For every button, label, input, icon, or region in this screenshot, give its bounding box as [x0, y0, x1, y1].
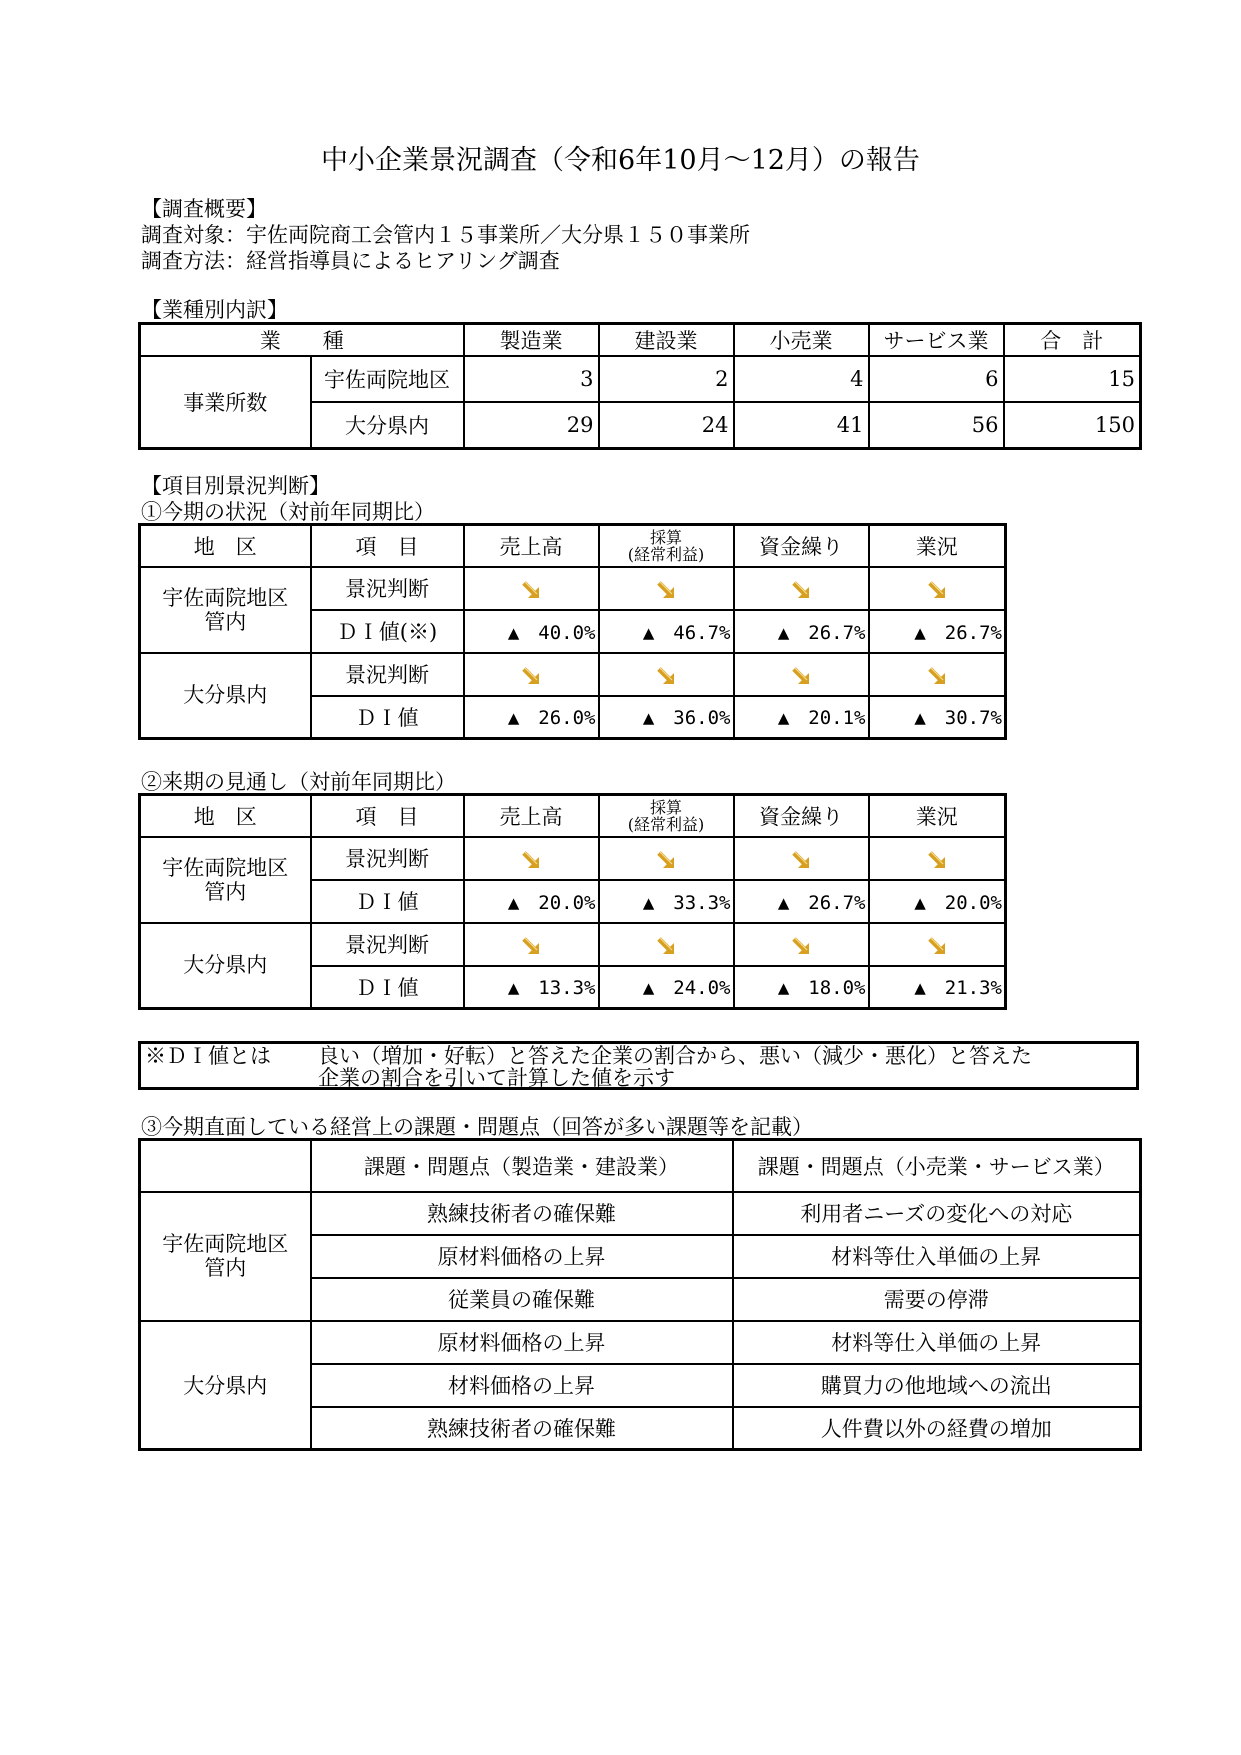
survey-target: 調査対象：宇佐両院商工会管内１５事業所／大分県１５０事業所 [141, 223, 750, 247]
di-value: ▲ 33.3% [599, 880, 734, 923]
breakdown-cell: 2 [599, 356, 734, 402]
breakdown-cell: 150 [1004, 402, 1141, 448]
row-di-label: ＤＩ値 [311, 880, 464, 923]
arrow-cell [464, 567, 599, 610]
current-table [138, 523, 1007, 740]
arrow-down-right-icon [656, 666, 676, 686]
breakdown-cell: 3 [464, 356, 599, 402]
arrow-cell [869, 837, 1006, 880]
issue-cell: 材料等仕入単価の上昇 [733, 1235, 1141, 1278]
arrow-down-right-icon [521, 666, 541, 686]
page-title: 中小企業景況調査（令和6年10月～12月）の報告 [321, 145, 920, 176]
issue-cell: 材料価格の上昇 [311, 1364, 733, 1407]
current-heading: ①今期の状況（対前年同期比） [141, 500, 435, 524]
arrow-cell [599, 837, 734, 880]
breakdown-cell: 6 [869, 356, 1004, 402]
header-sales: 売上高 [464, 525, 599, 567]
arrow-down-right-icon [656, 936, 676, 956]
breakdown-area-usa: 宇佐両院地区 [311, 356, 464, 402]
survey-method: 調査方法：経営指導員によるヒアリング調査 [141, 249, 560, 273]
header-funds: 資金繰り [734, 525, 869, 567]
di-value: ▲ 13.3% [464, 966, 599, 1009]
issue-cell: 熟練技術者の確保難 [311, 1407, 733, 1450]
header-profit: 採算 (経常利益) [599, 525, 734, 567]
arrow-down-right-icon [656, 850, 676, 870]
arrow-down-right-icon [927, 850, 947, 870]
arrow-cell [599, 567, 734, 610]
breakdown-header-manufacturing: 製造業 [464, 324, 599, 357]
header-sales: 売上高 [464, 795, 599, 837]
di-value: ▲ 20.1% [734, 696, 869, 739]
header-business: 業況 [869, 795, 1006, 837]
arrow-cell [869, 567, 1006, 610]
header-item: 項 目 [311, 525, 464, 567]
header-profit: 採算 (経常利益) [599, 795, 734, 837]
arrow-cell [734, 923, 869, 966]
issues-heading: ③今期直面している経営上の課題・問題点（回答が多い課題等を記載） [141, 1115, 813, 1139]
area-usa: 宇佐両院地区 管内 [140, 567, 311, 653]
issue-cell: 従業員の確保難 [311, 1278, 733, 1321]
area-oita: 大分県内 [140, 653, 311, 739]
issue-cell: 原材料価格の上昇 [311, 1321, 733, 1364]
arrow-down-right-icon [927, 936, 947, 956]
di-value: ▲ 18.0% [734, 966, 869, 1009]
di-value: ▲ 20.0% [464, 880, 599, 923]
di-value: ▲ 20.0% [869, 880, 1006, 923]
di-value: ▲ 40.0% [464, 610, 599, 653]
arrow-down-right-icon [521, 936, 541, 956]
header-area: 地 区 [140, 795, 311, 837]
row-di-label: ＤＩ値 [311, 696, 464, 739]
arrow-down-right-icon [791, 850, 811, 870]
breakdown-cell: 56 [869, 402, 1004, 448]
di-value: ▲ 26.7% [734, 880, 869, 923]
breakdown-header-total: 合 計 [1004, 324, 1141, 357]
issues-header-retail: 課題・問題点（小売業・サービス業） [733, 1140, 1141, 1192]
arrow-cell [734, 567, 869, 610]
arrow-down-right-icon [927, 580, 947, 600]
arrow-cell [464, 837, 599, 880]
row-judgement-label: 景況判断 [311, 837, 464, 880]
di-note-line2: 企業の割合を引いて計算した値を示す [318, 1066, 675, 1090]
arrow-cell [869, 923, 1006, 966]
breakdown-cell: 15 [1004, 356, 1141, 402]
arrow-cell [869, 653, 1006, 696]
breakdown-cell: 29 [464, 402, 599, 448]
arrow-down-right-icon [791, 666, 811, 686]
row-judgement-label: 景況判断 [311, 567, 464, 610]
di-value: ▲ 24.0% [599, 966, 734, 1009]
arrow-down-right-icon [521, 850, 541, 870]
issue-cell: 人件費以外の経費の増加 [733, 1407, 1141, 1450]
row-di-label: ＤＩ値(※) [311, 610, 464, 653]
arrow-cell [599, 923, 734, 966]
arrow-down-right-icon [791, 580, 811, 600]
di-value: ▲ 30.7% [869, 696, 1006, 739]
di-value: ▲ 36.0% [599, 696, 734, 739]
issues-header-empty [140, 1140, 311, 1192]
issue-cell: 熟練技術者の確保難 [311, 1192, 733, 1235]
arrow-cell [464, 653, 599, 696]
row-judgement-label: 景況判断 [311, 923, 464, 966]
breakdown-cell: 4 [734, 356, 869, 402]
header-funds: 資金繰り [734, 795, 869, 837]
header-business: 業況 [869, 525, 1006, 567]
arrow-down-right-icon [791, 936, 811, 956]
di-value: ▲ 26.7% [734, 610, 869, 653]
arrow-cell [734, 653, 869, 696]
header-area: 地 区 [140, 525, 311, 567]
header-item: 項 目 [311, 795, 464, 837]
judgement-heading: 【項目別景況判断】 [141, 474, 330, 498]
breakdown-header-construction: 建設業 [599, 324, 734, 357]
arrow-cell [464, 923, 599, 966]
next-heading: ②来期の見通し（対前年同期比） [141, 770, 456, 794]
di-note-line1: 良い（増加・好転）と答えた企業の割合から、悪い（減少・悪化）と答えた [318, 1044, 1032, 1068]
area-oita: 大分県内 [140, 923, 311, 1009]
di-note-box [138, 1041, 1139, 1090]
arrow-down-right-icon [927, 666, 947, 686]
issues-area-oita: 大分県内 [140, 1321, 311, 1450]
issues-header-mfg: 課題・問題点（製造業・建設業） [311, 1140, 733, 1192]
issue-cell: 需要の停滞 [733, 1278, 1141, 1321]
di-note-key: ※ＤＩ値とは [145, 1044, 271, 1068]
row-judgement-label: 景況判断 [311, 653, 464, 696]
issue-cell: 材料等仕入単価の上昇 [733, 1321, 1141, 1364]
di-value: ▲ 21.3% [869, 966, 1006, 1009]
area-usa: 宇佐両院地区 管内 [140, 837, 311, 923]
breakdown-cell: 24 [599, 402, 734, 448]
breakdown-heading: 【業種別内訳】 [141, 298, 288, 322]
breakdown-area-oita: 大分県内 [311, 402, 464, 448]
issue-cell: 購買力の他地域への流出 [733, 1364, 1141, 1407]
arrow-cell [599, 653, 734, 696]
issue-cell: 利用者ニーズの変化への対応 [733, 1192, 1141, 1235]
breakdown-header-category: 業 種 [140, 324, 464, 357]
arrow-down-right-icon [521, 580, 541, 600]
breakdown-table [138, 322, 1142, 450]
breakdown-row-label: 事業所数 [140, 356, 311, 448]
di-value: ▲ 26.7% [869, 610, 1006, 653]
di-value: ▲ 46.7% [599, 610, 734, 653]
issue-cell: 原材料価格の上昇 [311, 1235, 733, 1278]
overview-heading: 【調査概要】 [141, 197, 267, 221]
arrow-cell [734, 837, 869, 880]
breakdown-header-retail: 小売業 [734, 324, 869, 357]
issues-table [138, 1138, 1142, 1451]
issues-area-usa: 宇佐両院地区 管内 [140, 1192, 311, 1321]
breakdown-cell: 41 [734, 402, 869, 448]
row-di-label: ＤＩ値 [311, 966, 464, 1009]
di-value: ▲ 26.0% [464, 696, 599, 739]
arrow-down-right-icon [656, 580, 676, 600]
breakdown-header-service: サービス業 [869, 324, 1004, 357]
next-table [138, 793, 1007, 1010]
